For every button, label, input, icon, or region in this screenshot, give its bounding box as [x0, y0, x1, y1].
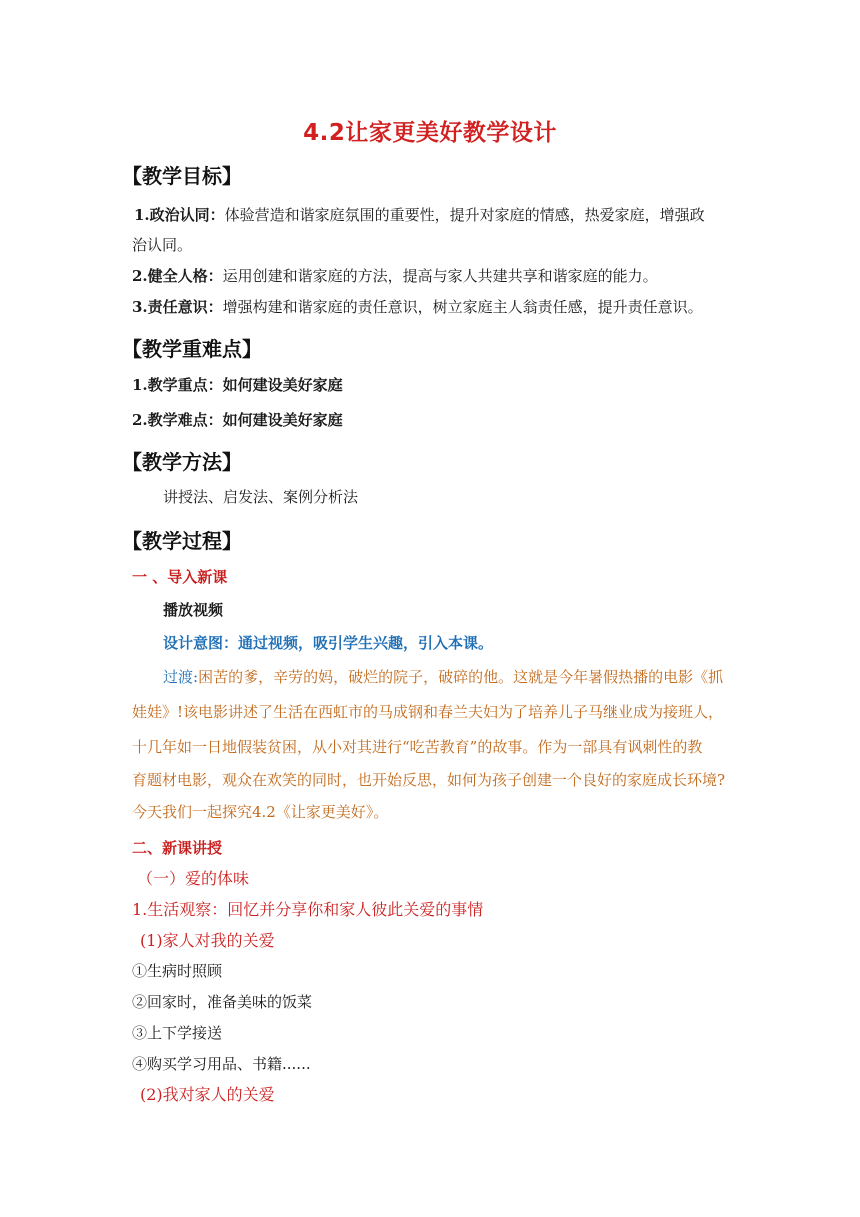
goal-personality — [132, 266, 658, 286]
play-video-label: 播放视频 — [163, 601, 224, 619]
goal-political-label: 1.政治认同： — [134, 206, 225, 224]
list-item: ③上下学接送 — [132, 1024, 223, 1042]
transition-label: 过渡: — [163, 668, 199, 686]
list-item: ②回家时，准备美味的饭菜 — [132, 993, 313, 1011]
list-item: ①生病时照顾 — [132, 962, 223, 980]
section-heading-methods: 【教学方法】 — [122, 450, 242, 474]
goal-responsibility-label: 3.责任意识： — [132, 298, 223, 316]
difficult-point: 2.教学难点：如何建设美好家庭 — [132, 411, 343, 429]
goal-political-cont: 治认同。 — [132, 236, 193, 254]
goal-political-text: 体验营造和谐家庭氛围的重要性，提升对家庭的情感，热爱家庭，增强政 — [224, 206, 705, 224]
transition-line-4: 育题材电影，观众在欢笑的同时，也开始反思，如何为孩子创建一个良好的家庭成长环境? — [132, 771, 726, 789]
goal-political — [134, 205, 705, 225]
part-heading-intro: 一 、导入新课 — [132, 568, 228, 586]
subsection-love: （一）爱的体味 — [137, 869, 250, 888]
transition-text-1: 困苦的爹，辛劳的妈，破烂的院子，破碎的他。这就是今年暑假热播的电影《抓 — [198, 668, 724, 686]
transition-line-2: 娃娃》!该电影讲述了生活在西虹市的马成钢和春兰夫妇为了培养儿子马继业成为接班人， — [132, 703, 724, 721]
transition-line-1 — [163, 667, 723, 687]
section-heading-keypoints: 【教学重难点】 — [122, 337, 262, 361]
section-heading-process: 【教学过程】 — [122, 529, 242, 553]
life-observation: 1.生活观察：回忆并分享你和家人彼此关爱的事情 — [132, 900, 484, 919]
my-care-heading: (2)我对家人的关爱 — [140, 1085, 275, 1104]
goal-responsibility-text: 增强构建和谐家庭的责任意识，树立家庭主人翁责任感，提升责任意识。 — [222, 298, 703, 316]
goal-personality-text: 运用创建和谐家庭的方法，提高与家人共建共享和谐家庭的能力。 — [222, 267, 658, 285]
document-title: 4.2让家更美好教学设计 — [303, 120, 557, 146]
goal-responsibility — [132, 297, 703, 317]
part-heading-new-lesson: 二、新课讲授 — [132, 839, 223, 857]
methods-text: 讲授法、启发法、案例分析法 — [163, 488, 359, 506]
family-care-heading: (1)家人对我的关爱 — [140, 931, 275, 950]
design-intent: 设计意图：通过视频，吸引学生兴趣，引入本课。 — [163, 634, 494, 652]
transition-line-3: 十几年如一日地假装贫困，从小对其进行“吃苦教育”的故事。作为一部具有讽刺性的教 — [132, 738, 703, 756]
goal-personality-label: 2.健全人格： — [132, 267, 223, 285]
transition-line-5: 今天我们一起探究4.2《让家更美好》。 — [132, 803, 389, 821]
section-heading-objectives: 【教学目标】 — [122, 164, 242, 188]
key-point: 1.教学重点：如何建设美好家庭 — [132, 376, 343, 394]
list-item: ④购买学习用品、书籍...... — [132, 1055, 311, 1073]
